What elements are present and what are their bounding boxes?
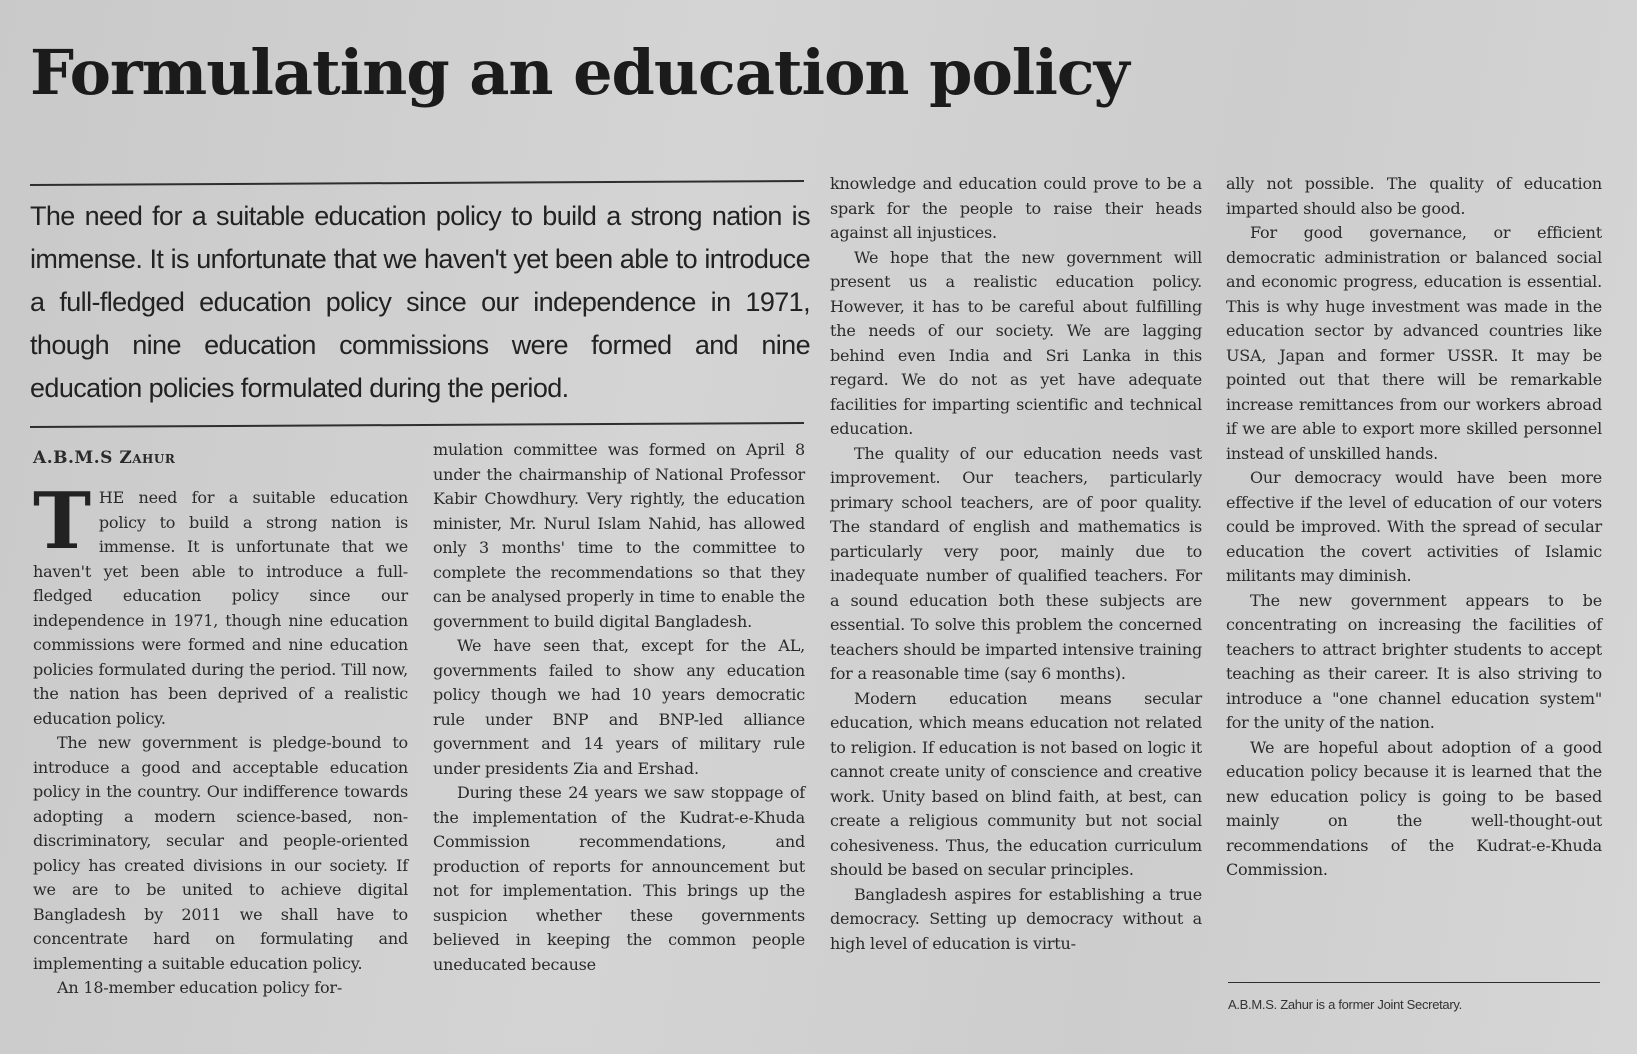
paragraph: We have seen that, except for the AL, governments failed to show any education policy though we had 10 years democratic rule under BNP and BNP-led alliance government and 14 years of military rule under presidents Zia and Ershad. [433, 636, 805, 778]
paragraph: The new government is pledge-bound to introduce a good and acceptable education policy in the country. Our indifference towards adopting a modern science-based, non-discriminatory, secular and people-oriented policy has created divisions in our society. If we are to be united to achieve digital Bangladesh by 2011 we shall have to concentrate hard on formulating and implementing a suitable education policy. [33, 733, 408, 973]
paragraph: Bangladesh aspires for establishing a true democracy. Setting up democracy without a high level of education is virtu- [830, 884, 1202, 953]
standfirst: The need for a suitable education policy to build a strong nation is immense. It is unfortunate that we haven't yet been able to introduce a full-fledged education policy since our independence in 1971, though nine education commissions were formed and nine education policies formulated during the period. [30, 201, 810, 403]
paragraph: We hope that the new government will present us a realistic education policy. However, it has to be careful about fulfilling the needs of our society. We are lagging behind even India and Sri Lanka in this regard. We do not as yet have adequate facilities for imparting scientific and technical education. [830, 247, 1202, 438]
paragraph: The quality of our education needs vast improvement. Our teachers, particularly primary school teachers, are of poor quality. The standard of english and mathematics is particularly very poor, mainly due to inadequate number of qualified teachers. For a sound education both these subjects are essential. To solve this problem the concerned teachers should be imparted intensive training for a reasonable time (say 6 months). [830, 443, 1202, 683]
paragraph: Our democracy would have been more effective if the level of education of our voters could be improved. With the spread of secular education the covert activities of Islamic militants may diminish. [1226, 468, 1602, 585]
body-column-4 [1226, 172, 1602, 883]
paragraph: Modern education means secular education, which means education not related to religion. If education is not based on logic it cannot create unity of conscience and creative work. Unity based on blind faith, at best, can create a religious community but not social cohesiveness. Thus, the education curriculum should be based on secular principles. [830, 688, 1202, 879]
paragraph-text: HE need for a suitable education policy to build a strong nation is immense. It is unfortunate that we haven't yet been able to introduce a full-fledged education policy since our independence in 1971, though nine education commissions were formed and nine education policies formulated during the period. Till now, the nation has been deprived of a realistic education policy. [33, 488, 408, 728]
headline: Formulating an education policy [30, 36, 1129, 109]
body-column-3 [830, 172, 1202, 956]
paragraph [33, 476, 408, 731]
body-column-2 [433, 438, 805, 977]
paragraph: knowledge and education could prove to be a spark for the people to raise their heads against all injustices. [830, 174, 1202, 242]
paragraph: For good governance, or efficient democratic administration or balanced social and economic progress, education is essential. This is why huge investment was made in the education sector by advanced countries like USA, Japan and former USSR. It may be pointed out that there will be remarkable increase remittances from our workers abroad if we are able to export more skilled personnel instead of unskilled hands. [1226, 223, 1602, 463]
bio-rule [1228, 982, 1600, 983]
paragraph: mulation committee was formed on April 8 under the chairmanship of National Professor Kabir Chowdhury. Very rightly, the education minister, Mr. Nurul Islam Nahid, has allowed only 3 months' time to the committee to complete the recommendations so that they can be analysed properly in time to enable the government to build digital Bangladesh. [433, 440, 805, 631]
author-bio: A.B.M.S. Zahur is a former Joint Secretary. [1228, 997, 1462, 1012]
paragraph: During these 24 years we saw stoppage of the implementation of the Kudrat-e-Khuda Commission recommendations, and production of reports for announcement but not for implementation. This brings up the suspicion whether these governments believed in keeping the common people uneducated because [433, 783, 805, 974]
paragraph: ally not possible. The quality of education imparted should also be good. [1226, 174, 1602, 218]
body-column-1 [33, 476, 408, 1001]
drop-cap: T [33, 476, 91, 567]
paragraph: An 18-member education policy for- [57, 978, 343, 997]
paragraph: We are hopeful about adoption of a good education policy because it is learned that the new education policy is going to be based mainly on the well-thought-out recommendations of the Kudrat-e-Khuda Commission. [1226, 737, 1602, 879]
paragraph: The new government appears to be concentrating on increasing the facilities of teachers to attract brighter students to accept teaching as their career. It is also striving to introduce a "one channel education system" for the unity of the nation. [1226, 590, 1602, 732]
byline: A.B.M.S Zahur [33, 448, 176, 468]
standfirst-bottom-rule [30, 422, 804, 428]
standfirst-top-rule [30, 180, 804, 186]
